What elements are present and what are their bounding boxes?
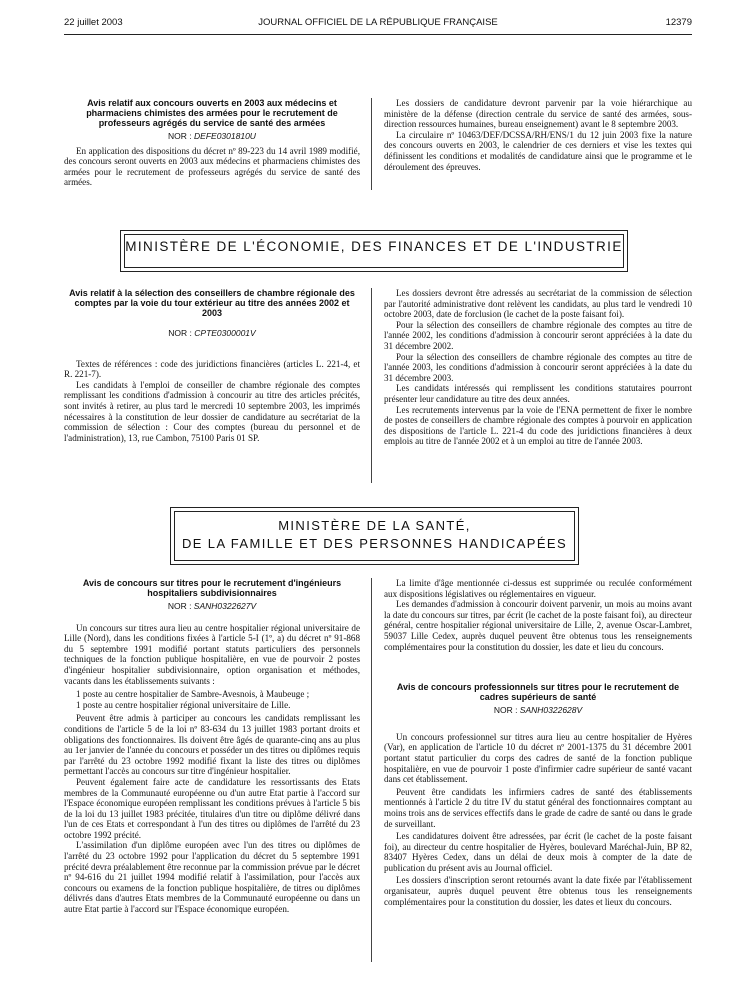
section3-left-column [64, 578, 360, 915]
column-separator [371, 288, 372, 483]
header-page-number: 12379 [665, 17, 692, 28]
section1-right-column [384, 98, 692, 172]
section4-paragraph: Un concours professionnel sur titres aura lieu au centre hospitalier de Hyères (Var), en application de l'article 10 du décret nº 2001-1375 du 31 décembre 2001 portant statut particulier du corps des cadres de santé de la fonction publique hospitalière, en vue de pourvoir 1 poste d'infirmier cadre supérieur de santé vacant dans cet établissement. [384, 731, 692, 785]
column-separator [371, 578, 372, 962]
section3-right-column [384, 578, 692, 907]
section1-nor: NOR : DEFE0301810U [168, 131, 256, 141]
section3-paragraph: Peuvent également faire acte de candidature les ressortissants des Etats membres de la Communauté européenne ou d'un autre Etat partie à l'accord sur l'Espace économique européen remplissant les conditions prévues à l'article 5 bis de la loi du 13 juillet 1983 précitée, titulaires d'un titre ou diplôme délivré dans l'un de ces Etats et correspondant à l'un des titres ou diplômes de l'arrêté du 23 octobre 1992 précité. [64, 776, 360, 840]
section3-paragraph: La limite d'âge mentionnée ci-dessus est supprimée ou reculée conformément aux dispositions législatives ou réglementaires en vigueur. [384, 578, 692, 599]
page-header [64, 18, 692, 32]
section4-nor: NOR : SANH0322628V [493, 705, 583, 716]
section2-paragraph: Pour la sélection des conseillers de chambre régionale des comptes au titre de l'année 2003, les conditions d'admission à concourir seront appréciées à la date du 31 décembre 2003. [384, 351, 692, 383]
section2-paragraph: Pour la sélection des conseillers de chambre régionale des comptes au titre de l'année 2002, les conditions d'admission à concourir seront appréciées à la date du 31 décembre 2002. [384, 319, 692, 351]
section3-nor: NOR : SANH0322627V [167, 601, 257, 611]
section4-title: Avis de concours professionnels sur titres pour le recrutement de cadres supérieurs de santé [396, 682, 680, 703]
section2-nor: NOR : CPTE0300001V [168, 328, 256, 338]
section2-right-column [384, 288, 692, 447]
section4-paragraph: Peuvent être candidats les infirmiers cadres de santé des établissements mentionnés à l'article 2 du titre IV du statut général des fonctionnaires comptant au moins trois ans de services effectifs dans le grade de cadre de santé ou dans le grade de surveillant. [384, 786, 692, 829]
ministry-economie-box [120, 230, 628, 272]
header-rule [64, 34, 692, 35]
section2-title: Avis relatif à la sélection des conseillers de chambre régionale des comptes par la voie du tour extérieur au titre des années 2002 et 2003 [69, 288, 355, 318]
section2-paragraph: Les candidats intéressés qui remplissent les conditions statutaires pourront présenter leur candidature au titre des deux années. [384, 383, 692, 404]
column-separator [371, 98, 372, 190]
section3-nor-code: SANH0322627V [193, 601, 257, 611]
section2-paragraph: Textes de références : code des juridictions financières (articles L. 221-4, et R. 221-7). [64, 358, 360, 380]
section3-intro: Un concours sur titres aura lieu au centre hospitalier régional universitaire de Lille (Nord), dans les conditions fixées à l'article 5-I (1º, a) du décret nº 91-868 du 5 septembre 1991 modifié portant statuts particuliers des personnels techniques de la fonction publique hospitalière, en vue de pourvoir 2 postes d'ingénieur hospitalier subdivisionnaire, option organisation et méthodes, vacants dans les établissements suivants : [64, 622, 360, 686]
section1-left-column [64, 98, 360, 188]
section3-post-item: 1 poste au centre hospitalier régional universitaire de Lille. [76, 699, 291, 710]
header-journal-title: JOURNAL OFFICIEL DE LA RÉPUBLIQUE FRANÇAISE [258, 17, 498, 28]
section4-paragraph: Les dossiers d'inscription seront retournés avant la date fixée par l'établissement organisateur, auprès duquel peuvent être obtenus tous les renseignements complémentaires pour la constitution du dossier, les dates et lieux du concours. [384, 875, 692, 907]
section2-paragraph: Les dossiers devront être adressés au secrétariat de la commission de sélection par l'autorité administrative dont relèvent les candidats, au plus tard le vendredi 10 octobre 2003, date de forclusion (le cachet de la poste faisant foi). [384, 288, 692, 320]
section2-left-column [64, 288, 360, 443]
section3-title: Avis de concours sur titres pour le recrutement d'ingénieurs hospitaliers subdivisionnaires [82, 578, 342, 598]
section1-title: Avis relatif aux concours ouverts en 2003 aux médecins et pharmaciens chimistes des armées pour le recrutement de professeurs agrégés du service de santé des armées [86, 98, 338, 128]
section1-paragraph: La circulaire nº 10463/DEF/DCSSA/RH/ENS/1 du 12 juin 2003 fixe la nature des concours ouverts en 2003, le calendrier de ces derniers et vise les textes qui définissent les conditions et modalités de candidature ainsi que le programme et le déroulement des épreuves. [384, 129, 692, 172]
section1-paragraph: En application des dispositions du décret nº 89-223 du 14 avril 1989 modifié, des concours seront ouverts en 2003 aux médecins et pharmaciens chimistes des armées pour le recrutement de professeurs agrégés du service de santé des armées. [64, 145, 360, 188]
section2-paragraph: Les candidats à l'emploi de conseiller de chambre régionale des comptes remplissant les conditions d'admission à concourir au titre des articles précités, sont invités à retirer, au plus tard le mercredi 10 septembre 2003, les imprimés nécessaires à la constitution de leur dossier de candidature au secrétariat de la commission de sélection : Cour des comptes (bureau du personnel et de l'administration), 13, rue Cambon, 75100 Paris 01 SP. [64, 379, 360, 443]
ministry-sante-title-line1: MINISTÈRE DE LA SANTÉ, [278, 518, 471, 533]
header-date: 22 juillet 2003 [64, 17, 123, 28]
section1-paragraph: Les dossiers de candidature devront parvenir par la voie hiérarchique au ministère de la défense (direction centrale du service de santé des armées, sous-direction ressources humaines, bureau enseignement) avant le 8 septembre 2003. [384, 98, 692, 130]
ministry-sante-title-line2: DE LA FAMILLE ET DES PERSONNES HANDICAPÉES [181, 536, 568, 551]
section2-paragraph: Les recrutements intervenus par la voie de l'ENA permettent de fixer le nombre de postes de conseillers de chambre régionale des comptes à pourvoir en application des dispositions de l'article L. 221-4 du code des juridictions financières à deux emplois au titre de l'année 2002 et à un emploi au titre de l'année 2003. [384, 404, 692, 447]
section3-post-item: 1 poste au centre hospitalier de Sambre-Avesnois, à Maubeuge ; [76, 689, 310, 700]
section2-nor-code: CPTE0300001V [194, 328, 256, 338]
ministry-economie-title: MINISTÈRE DE L'ÉCONOMIE, DES FINANCES ET DE L'INDUSTRIE [125, 239, 623, 254]
section3-paragraph: Les demandes d'admission à concourir doivent parvenir, un mois au moins avant la date du concours sur titres, par écrit (le cachet de la poste faisant foi), au directeur général, centre hospitalier régional universitaire de Lille, 2, avenue Oscar-Lambret, 59037 Lille Cedex, auprès duquel peuvent être obtenus tous les renseignements complémentaires pour la constitution du dossier, les date et lieu du concours. [384, 599, 692, 652]
section4-nor-code: SANH0322628V [519, 705, 583, 716]
section1-nor-code: DEFE0301810U [194, 131, 256, 141]
section3-paragraph: L'assimilation d'un diplôme européen avec l'un des titres ou diplômes de l'arrêté du 23 octobre 1992 pour l'application du décret du 5 septembre 1991 précité devra préalablement être reconnue par la commission prévue par le décret nº 94-616 du 21 juillet 1994 modifié relatif à l'assimilation, pour l'accès aux concours ou examens de la fonction publique hospitalière, de titres ou diplômes délivrés dans d'autres Etats membres de la Communauté européenne ou dans un autre Etat partie à l'accord sur l'Espace économique européen. [64, 840, 360, 915]
ministry-sante-box [170, 507, 579, 565]
section3-paragraph: Peuvent être admis à participer au concours les candidats remplissant les conditions de l'article 5 de la loi nº 83-634 du 13 juillet 1983 portant droits et obligations des fonctionnaires. Ils doivent être âgés de quarante-cinq ans au plus au 1er janvier de l'année du concours et posséder un des titres ou diplômes requis par l'arrêté du 23 octobre 1992 modifié fixant la liste des titres ou diplômes permettant l'accès au concours sur titre d'ingénieur hospitalier. [64, 713, 360, 777]
section4-paragraph: Les candidatures doivent être adressées, par écrit (le cachet de la poste faisant foi), au directeur du centre hospitalier de Hyères, boulevard Maréchal-Juin, BP 82, 83407 Hyères Cedex, dans un délai de deux mois à compter de la date de publication du présent avis au Journal officiel. [384, 831, 692, 873]
